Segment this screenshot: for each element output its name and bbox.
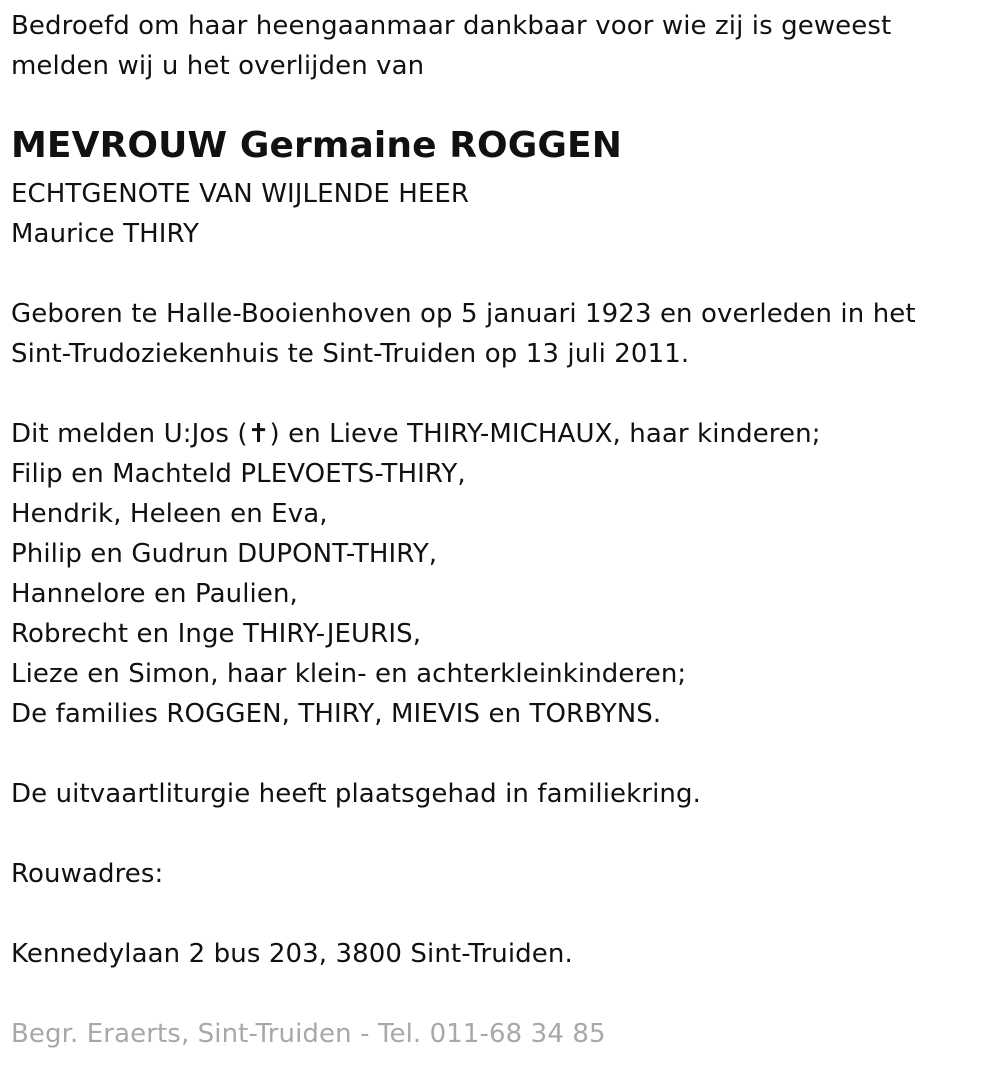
spouse-title: ECHTGENOTE VAN WIJLENDE HEER bbox=[11, 179, 470, 209]
family-line: Dit melden U:Jos (✝) en Lieve THIRY-MICHAUX, haar kinderen; bbox=[11, 419, 821, 449]
birth-death-line-2: Sint-Trudoziekenhuis te Sint-Truiden op 13 juli 2011. bbox=[11, 339, 690, 369]
family-line: Robrecht en Inge THIRY-JEURIS, bbox=[11, 619, 422, 649]
family-line: Filip en Machteld PLEVOETS-THIRY, bbox=[11, 459, 466, 489]
funeral-note: De uitvaartliturgie heeft plaatsgehad in familiekring. bbox=[11, 779, 701, 809]
address-label: Rouwadres: bbox=[11, 859, 164, 889]
spouse-name: Maurice THIRY bbox=[11, 219, 199, 249]
address-value: Kennedylaan 2 bus 203, 3800 Sint-Truiden. bbox=[11, 939, 573, 969]
funeral-home-footer: Begr. Eraerts, Sint-Truiden - Tel. 011-68 34 85 bbox=[11, 1019, 606, 1049]
intro-line-2: melden wij u het overlijden van bbox=[11, 51, 425, 81]
deceased-name: MEVROUW Germaine ROGGEN bbox=[11, 125, 622, 166]
family-line: Hannelore en Paulien, bbox=[11, 579, 298, 609]
birth-death-line-1: Geboren te Halle-Booienhoven op 5 januari 1923 en overleden in het bbox=[11, 299, 916, 329]
family-line: Hendrik, Heleen en Eva, bbox=[11, 499, 328, 529]
family-line: De families ROGGEN, THIRY, MIEVIS en TORBYNS. bbox=[11, 699, 662, 729]
family-line: Philip en Gudrun DUPONT-THIRY, bbox=[11, 539, 438, 569]
intro-line-1: Bedroefd om haar heengaanmaar dankbaar voor wie zij is geweest bbox=[11, 11, 892, 41]
family-line: Lieze en Simon, haar klein- en achterkleinkinderen; bbox=[11, 659, 687, 689]
